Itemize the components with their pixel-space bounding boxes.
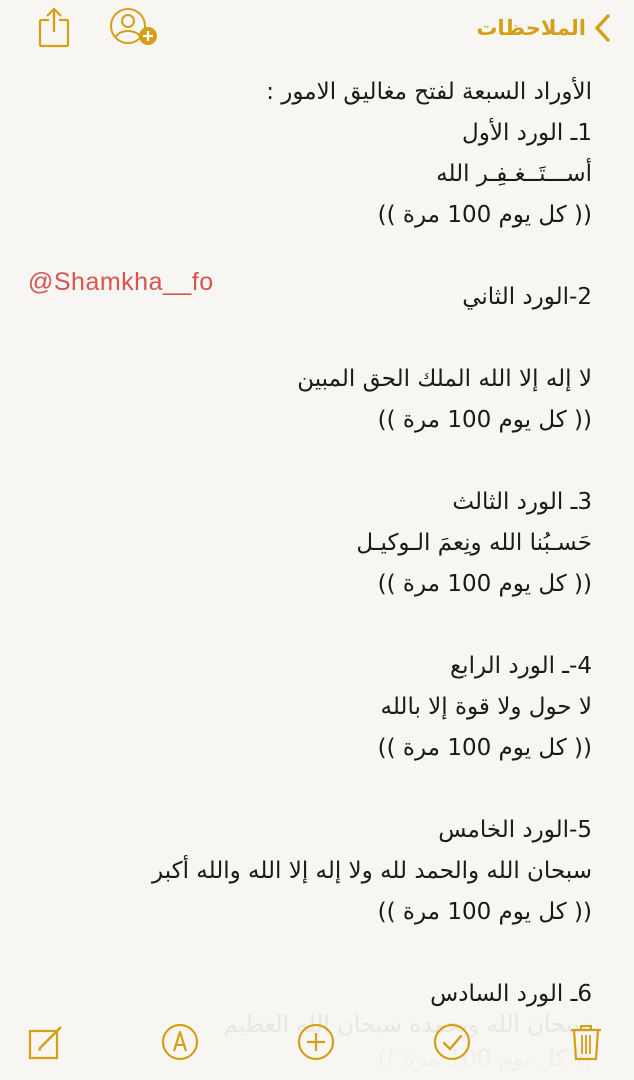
wird-1-title: 1ـ الورد الأول	[462, 120, 592, 146]
note-body[interactable]	[32, 72, 592, 1015]
wird-4-count: (( كل يوم 100 مرة ))	[377, 735, 592, 761]
wird-4-title: 4-ـ الورد الرابع	[449, 653, 592, 679]
wird-2-title: 2-الورد الثاني	[462, 284, 592, 310]
wird-3-text: حَسـبُنا الله ونِعمَ الـوكيـل	[356, 530, 592, 556]
add-person-icon[interactable]	[108, 6, 162, 48]
chevron-left-icon	[592, 12, 614, 44]
add-icon[interactable]	[296, 1022, 336, 1062]
note-title: الأوراد السبعة لفتح مغاليق الامور :	[266, 79, 592, 105]
navigation-bar	[0, 0, 634, 60]
bottom-toolbar	[0, 1010, 634, 1080]
wird-3-title: 3ـ الورد الثالث	[452, 489, 592, 515]
wird-4-text: لا حول ولا قوة إلا بالله	[380, 694, 592, 720]
watermark-handle: @Shamkha__fo	[28, 268, 214, 296]
share-icon[interactable]	[36, 6, 72, 48]
trash-icon[interactable]	[566, 1022, 606, 1062]
wird-5-title: 5-الورد الخامس	[438, 817, 592, 843]
wird-5-text: سبحان الله والحمد لله ولا إله إلا الله والله أكبر	[152, 858, 592, 884]
back-button[interactable]	[476, 8, 614, 48]
wird-2-count: (( كل يوم 100 مرة ))	[377, 407, 592, 433]
compose-icon[interactable]	[26, 1022, 66, 1062]
back-label: الملاحظات	[476, 16, 586, 40]
wird-1-count: (( كل يوم 100 مرة ))	[377, 202, 592, 228]
wird-1-text: أســـتَــغـفِـر الله	[436, 161, 592, 187]
wird-3-count: (( كل يوم 100 مرة ))	[377, 571, 592, 597]
wird-2-text: لا إله إلا الله الملك الحق المبين	[297, 366, 592, 392]
wird-5-count: (( كل يوم 100 مرة ))	[377, 899, 592, 925]
markup-icon[interactable]	[160, 1022, 200, 1062]
checklist-icon[interactable]	[432, 1022, 472, 1062]
wird-6-title: 6ـ الورد السادس	[430, 981, 592, 1007]
